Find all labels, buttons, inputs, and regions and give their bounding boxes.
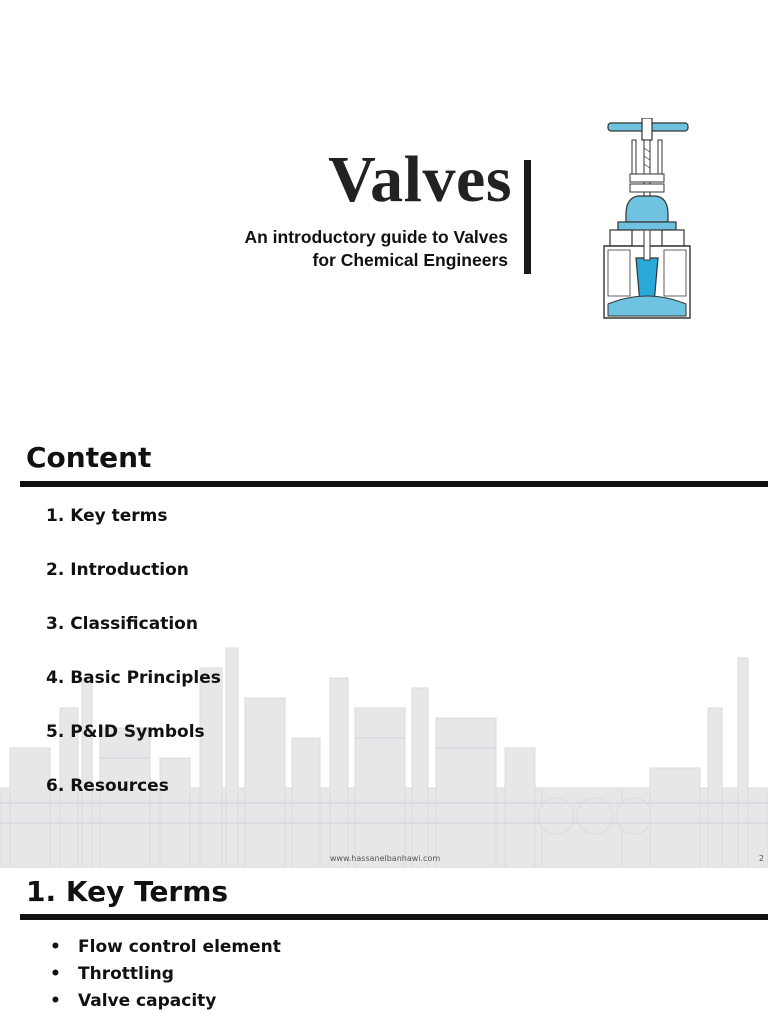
- content-slide: [0, 412, 768, 868]
- subtitle: [150, 226, 508, 272]
- gate-valve-icon: [602, 118, 692, 323]
- bullet-text: Valve capacity: [78, 991, 217, 1011]
- content-heading: Content: [26, 441, 152, 474]
- bullet-text: Flow control element: [78, 937, 281, 957]
- main-title: Valves: [328, 143, 512, 216]
- toc-item-pid-symbols: 5. P&ID Symbols: [46, 722, 205, 742]
- title-divider-bar: [524, 160, 531, 274]
- list-item: [50, 934, 281, 961]
- key-terms-slide: [0, 868, 768, 1024]
- key-terms-list: [50, 934, 281, 1015]
- toc-item-introduction: 2. Introduction: [46, 560, 189, 580]
- list-item: [50, 988, 281, 1015]
- key-terms-heading: 1. Key Terms: [26, 875, 229, 908]
- page-number: 2: [758, 854, 764, 863]
- list-item: [50, 961, 281, 988]
- title-slide: [0, 0, 768, 410]
- toc-item-key-terms: 1. Key terms: [46, 506, 168, 526]
- bullet-icon: •: [50, 991, 61, 1011]
- toc-item-basic-principles: 4. Basic Principles: [46, 668, 221, 688]
- bullet-icon: •: [50, 964, 61, 984]
- toc-item-classification: 3. Classification: [46, 614, 198, 634]
- footer-url: www.hassanelbanhawi.com: [329, 854, 441, 863]
- table-of-contents: [46, 502, 221, 826]
- bullet-icon: •: [50, 937, 61, 957]
- subtitle-line-1: An introductory guide to Valves: [244, 227, 508, 247]
- subtitle-line-2: for Chemical Engineers: [312, 250, 508, 270]
- heading-rule: [20, 481, 768, 487]
- heading-rule: [20, 914, 768, 920]
- bullet-text: Throttling: [78, 964, 174, 984]
- toc-item-resources: 6. Resources: [46, 776, 169, 796]
